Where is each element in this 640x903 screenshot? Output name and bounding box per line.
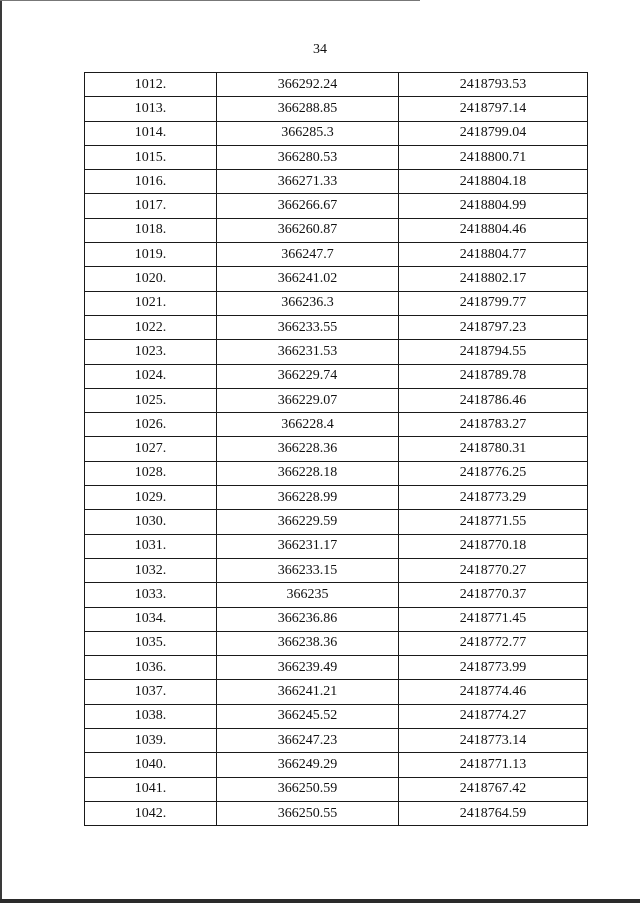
x-coordinate-cell: 366233.15 [217, 558, 399, 582]
x-coordinate-cell: 366266.67 [217, 194, 399, 218]
table-row [85, 801, 588, 825]
x-coordinate-cell: 366228.18 [217, 461, 399, 485]
table-row [85, 777, 588, 801]
x-coordinate-cell: 366229.07 [217, 388, 399, 412]
table-row [85, 218, 588, 242]
x-coordinate-cell: 366239.49 [217, 656, 399, 680]
x-coordinate-cell: 366241.02 [217, 267, 399, 291]
x-coordinate-cell: 366250.59 [217, 777, 399, 801]
point-number-cell: 1016. [85, 170, 217, 194]
y-coordinate-cell: 2418771.55 [399, 510, 588, 534]
y-coordinate-cell: 2418773.99 [399, 656, 588, 680]
table-row [85, 340, 588, 364]
scan-edge-bottom [0, 899, 640, 903]
x-coordinate-cell: 366233.55 [217, 315, 399, 339]
coordinates-table [84, 72, 588, 826]
point-number-cell: 1025. [85, 388, 217, 412]
point-number-cell: 1029. [85, 486, 217, 510]
y-coordinate-cell: 2418797.23 [399, 315, 588, 339]
table-row [85, 656, 588, 680]
point-number-cell: 1014. [85, 121, 217, 145]
table-row [85, 121, 588, 145]
table-row [85, 680, 588, 704]
point-number-cell: 1039. [85, 729, 217, 753]
table-row [85, 753, 588, 777]
y-coordinate-cell: 2418771.45 [399, 607, 588, 631]
x-coordinate-cell: 366260.87 [217, 218, 399, 242]
x-coordinate-cell: 366288.85 [217, 97, 399, 121]
table-row [85, 510, 588, 534]
point-number-cell: 1015. [85, 145, 217, 169]
point-number-cell: 1018. [85, 218, 217, 242]
x-coordinate-cell: 366245.52 [217, 704, 399, 728]
x-coordinate-cell: 366228.4 [217, 413, 399, 437]
point-number-cell: 1041. [85, 777, 217, 801]
x-coordinate-cell: 366292.24 [217, 73, 399, 97]
point-number-cell: 1042. [85, 801, 217, 825]
x-coordinate-cell: 366235 [217, 583, 399, 607]
x-coordinate-cell: 366249.29 [217, 753, 399, 777]
x-coordinate-cell: 366228.99 [217, 486, 399, 510]
table-row [85, 194, 588, 218]
point-number-cell: 1022. [85, 315, 217, 339]
table-row [85, 607, 588, 631]
x-coordinate-cell: 366250.55 [217, 801, 399, 825]
x-coordinate-cell: 366280.53 [217, 145, 399, 169]
y-coordinate-cell: 2418804.46 [399, 218, 588, 242]
point-number-cell: 1023. [85, 340, 217, 364]
point-number-cell: 1040. [85, 753, 217, 777]
x-coordinate-cell: 366236.3 [217, 291, 399, 315]
table-row [85, 583, 588, 607]
coordinates-table-body [85, 73, 588, 826]
y-coordinate-cell: 2418789.78 [399, 364, 588, 388]
x-coordinate-cell: 366271.33 [217, 170, 399, 194]
point-number-cell: 1037. [85, 680, 217, 704]
point-number-cell: 1030. [85, 510, 217, 534]
table-row [85, 729, 588, 753]
y-coordinate-cell: 2418786.46 [399, 388, 588, 412]
point-number-cell: 1034. [85, 607, 217, 631]
y-coordinate-cell: 2418771.13 [399, 753, 588, 777]
y-coordinate-cell: 2418770.37 [399, 583, 588, 607]
x-coordinate-cell: 366247.7 [217, 243, 399, 267]
table-row [85, 534, 588, 558]
table-row [85, 364, 588, 388]
point-number-cell: 1020. [85, 267, 217, 291]
x-coordinate-cell: 366229.74 [217, 364, 399, 388]
point-number-cell: 1024. [85, 364, 217, 388]
table-row [85, 413, 588, 437]
y-coordinate-cell: 2418774.46 [399, 680, 588, 704]
table-row [85, 73, 588, 97]
point-number-cell: 1036. [85, 656, 217, 680]
x-coordinate-cell: 366247.23 [217, 729, 399, 753]
point-number-cell: 1032. [85, 558, 217, 582]
y-coordinate-cell: 2418804.18 [399, 170, 588, 194]
y-coordinate-cell: 2418773.29 [399, 486, 588, 510]
y-coordinate-cell: 2418773.14 [399, 729, 588, 753]
x-coordinate-cell: 366241.21 [217, 680, 399, 704]
point-number-cell: 1017. [85, 194, 217, 218]
point-number-cell: 1038. [85, 704, 217, 728]
y-coordinate-cell: 2418797.14 [399, 97, 588, 121]
y-coordinate-cell: 2418800.71 [399, 145, 588, 169]
table-row [85, 291, 588, 315]
table-row [85, 243, 588, 267]
table-row [85, 704, 588, 728]
table-row [85, 170, 588, 194]
y-coordinate-cell: 2418770.18 [399, 534, 588, 558]
point-number-cell: 1035. [85, 631, 217, 655]
y-coordinate-cell: 2418780.31 [399, 437, 588, 461]
point-number-cell: 1031. [85, 534, 217, 558]
y-coordinate-cell: 2418804.77 [399, 243, 588, 267]
y-coordinate-cell: 2418799.04 [399, 121, 588, 145]
scan-edge-left [0, 0, 2, 903]
y-coordinate-cell: 2418804.99 [399, 194, 588, 218]
y-coordinate-cell: 2418802.17 [399, 267, 588, 291]
y-coordinate-cell: 2418774.27 [399, 704, 588, 728]
x-coordinate-cell: 366229.59 [217, 510, 399, 534]
y-coordinate-cell: 2418767.42 [399, 777, 588, 801]
x-coordinate-cell: 366231.53 [217, 340, 399, 364]
scan-edge-top [0, 0, 420, 1]
table-row [85, 267, 588, 291]
table-row [85, 486, 588, 510]
table-row [85, 388, 588, 412]
y-coordinate-cell: 2418783.27 [399, 413, 588, 437]
table-row [85, 97, 588, 121]
point-number-cell: 1013. [85, 97, 217, 121]
y-coordinate-cell: 2418799.77 [399, 291, 588, 315]
point-number-cell: 1012. [85, 73, 217, 97]
point-number-cell: 1021. [85, 291, 217, 315]
table-row [85, 631, 588, 655]
point-number-cell: 1019. [85, 243, 217, 267]
point-number-cell: 1026. [85, 413, 217, 437]
table-row [85, 558, 588, 582]
x-coordinate-cell: 366238.36 [217, 631, 399, 655]
x-coordinate-cell: 366236.86 [217, 607, 399, 631]
x-coordinate-cell: 366285.3 [217, 121, 399, 145]
x-coordinate-cell: 366228.36 [217, 437, 399, 461]
table-row [85, 461, 588, 485]
y-coordinate-cell: 2418794.55 [399, 340, 588, 364]
x-coordinate-cell: 366231.17 [217, 534, 399, 558]
y-coordinate-cell: 2418772.77 [399, 631, 588, 655]
point-number-cell: 1027. [85, 437, 217, 461]
point-number-cell: 1028. [85, 461, 217, 485]
table-row [85, 437, 588, 461]
y-coordinate-cell: 2418764.59 [399, 801, 588, 825]
y-coordinate-cell: 2418776.25 [399, 461, 588, 485]
page-number: 34 [313, 42, 327, 57]
y-coordinate-cell: 2418770.27 [399, 558, 588, 582]
y-coordinate-cell: 2418793.53 [399, 73, 588, 97]
table-row [85, 315, 588, 339]
table-row [85, 145, 588, 169]
point-number-cell: 1033. [85, 583, 217, 607]
